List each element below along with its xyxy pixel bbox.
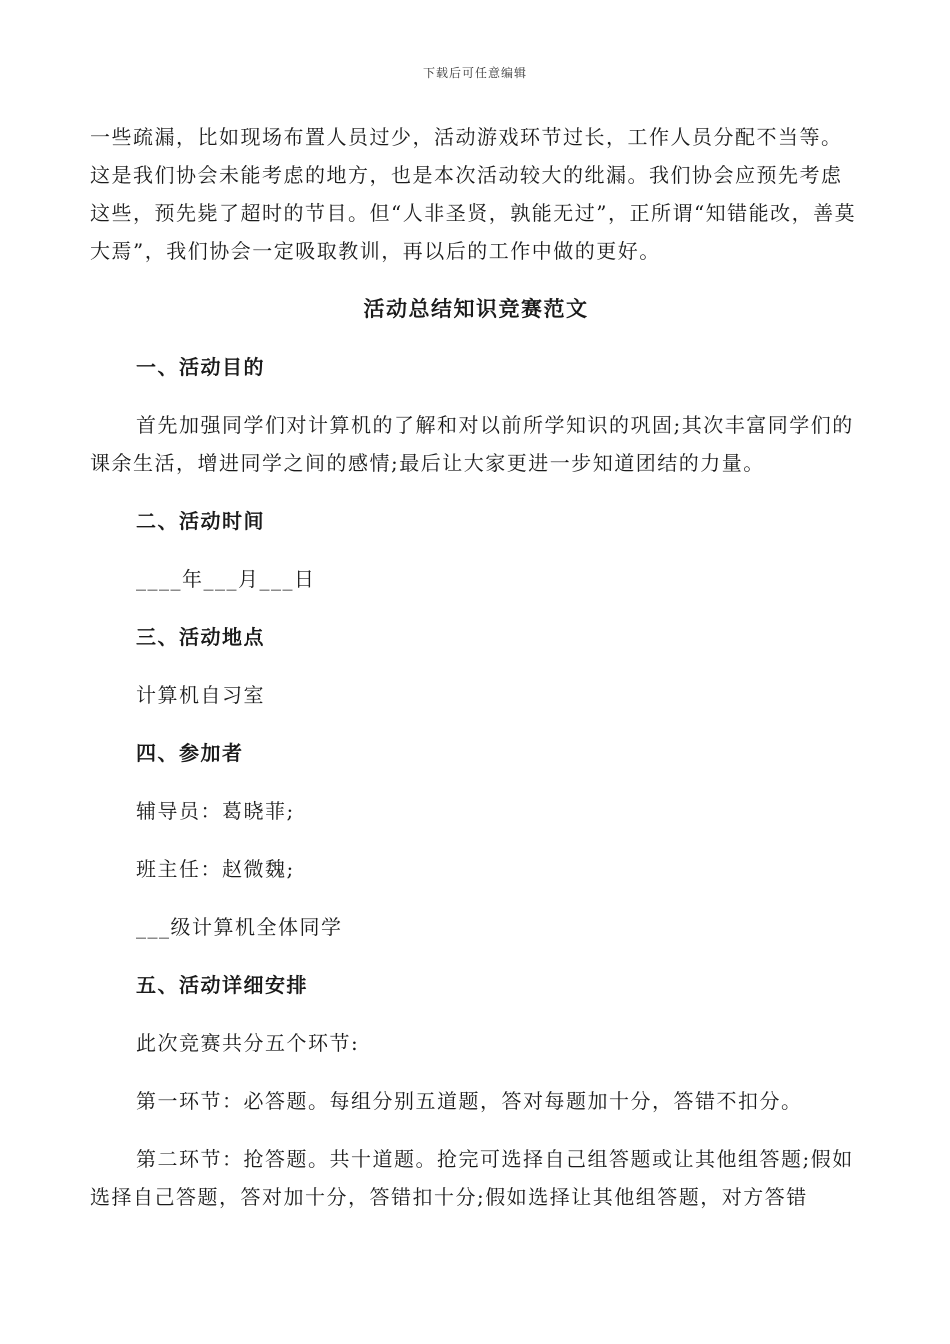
- section-text-purpose: 首先加强同学们对计算机的了解和对以前所学知识的巩固;其次丰富同学们的课余生活，增进同学之间的感情;最后让大家更进一步知道团结的力量。: [90, 413, 854, 475]
- schedule-round-one: 第一环节：必答题。每组分别五道题，答对每题加十分，答错不扣分。: [136, 1089, 803, 1113]
- section-text-time: ____年___月___日: [136, 567, 316, 591]
- section-heading-time: 二、活动时间: [136, 509, 265, 533]
- document-body: [90, 118, 862, 1216]
- section-text-location: 计算机自习室: [136, 683, 265, 707]
- participant-counselor: 辅导员：葛晓菲;: [136, 799, 295, 823]
- section-heading-purpose: 一、活动目的: [136, 355, 265, 379]
- section-heading-participants: 四、参加者: [136, 741, 244, 765]
- participant-students: ___级计算机全体同学: [136, 915, 343, 939]
- schedule-round-two: 第二环节：抢答题。共十道题。抢完可选择自己组答题或让其他组答题;假如选择自己答题，答对加十分，答错扣十分;假如选择让其他组答题，对方答错: [90, 1147, 854, 1209]
- section-heading-location: 三、活动地点: [136, 625, 265, 649]
- page-header: 下载后可任意编辑: [422, 66, 527, 80]
- participant-head-teacher: 班主任：赵微魏;: [136, 857, 295, 881]
- intro-paragraph: 一些疏漏，比如现场布置人员过少，活动游戏环节过长，工作人员分配不当等。这是我们协会未能考虑的地方，也是本次活动较大的纰漏。我们协会应预先考虑这些，预先毙了超时的节目。但“人非圣贤，孰能无过”，正所谓“知错能改，善莫大焉”，我们协会一定吸取教训，再以后的工作中做的更好。: [90, 125, 857, 263]
- section-heading-schedule: 五、活动详细安排: [136, 973, 308, 997]
- document-title: 活动总结知识竞赛范文: [363, 297, 589, 321]
- schedule-intro: 此次竞赛共分五个环节:: [136, 1031, 360, 1055]
